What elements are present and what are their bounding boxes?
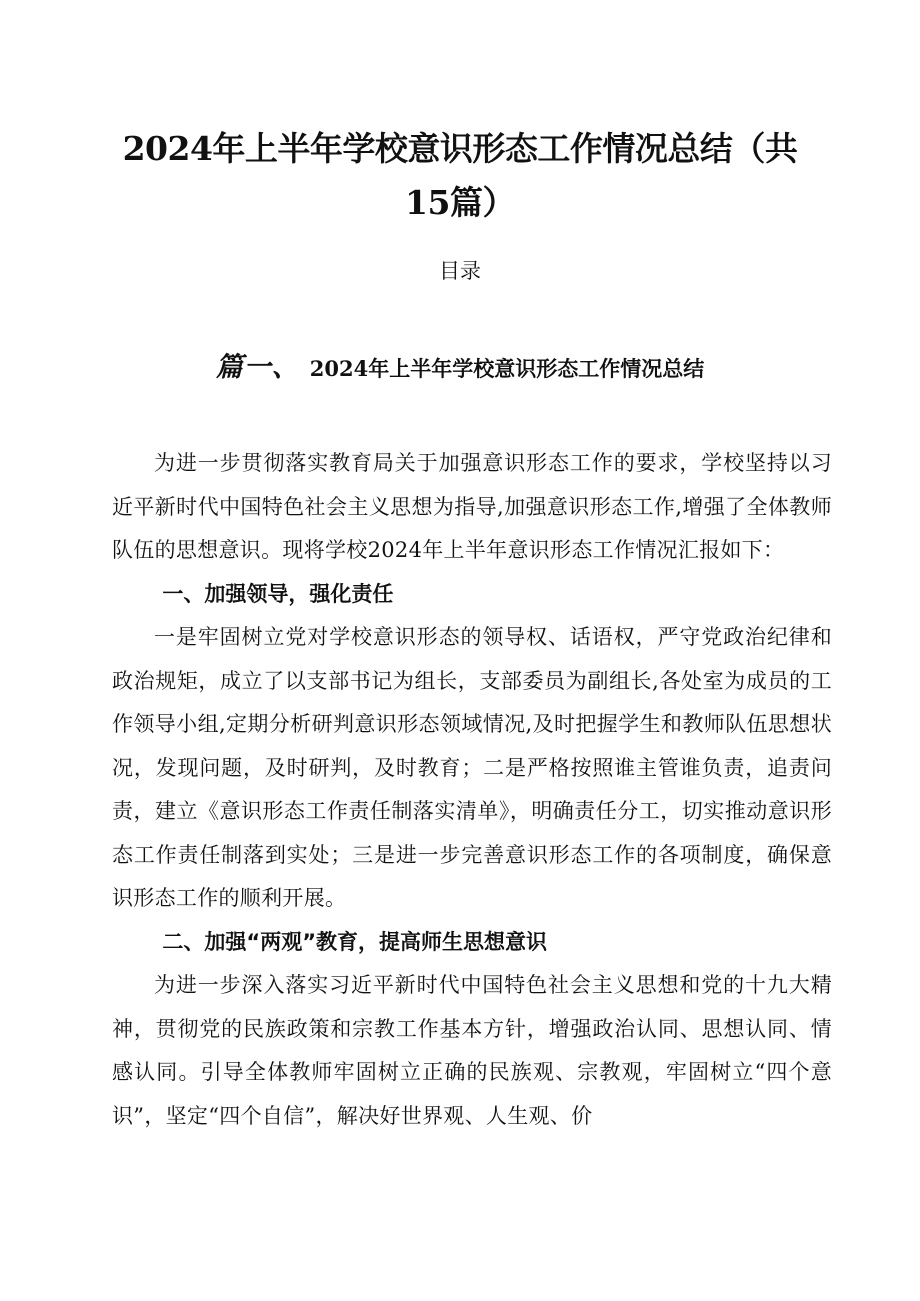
intro-paragraph: 为进一步贯彻落实教育局关于加强意识形态工作的要求，学校坚持以习近平新时代中国特色社会主义思想为指导,加强意识形态工作,增强了全体教师队伍的思想意识。现将学校2024年上半年意识形态工作情况汇报如下： bbox=[112, 451, 832, 562]
section-heading-2: 二、加强“两观”教育，提高师生思想意识 bbox=[162, 929, 547, 954]
section-heading-1: 一、加强领导，强化责任 bbox=[162, 581, 394, 606]
section-paragraph-1: 一是牢固树立党对学校意识形态的领导权、话语权，严守党政治纪律和政治规矩，成立了以支部书记为组长，支部委员为副组长,各处室为成员的工作领导小组,定期分析研判意识形态领域情况,及时把握学生和教师队伍思想状况，发现问题，及时研判，及时教育；二是严格按照谁主管谁负责，追责问责，建立《意识形态工作责任制落实清单》，明确责任分工，切实推动意识形态工作责任制落到实处；三是进一步完善意识形态工作的各项制度，确保意识形态工作的顺利开展。 bbox=[112, 625, 832, 910]
chapter-number: 篇一、 bbox=[215, 352, 300, 383]
chapter-title bbox=[0, 348, 920, 389]
document-body bbox=[112, 442, 832, 1138]
chapter-title-text: 2024年上半年学校意识形态工作情况总结 bbox=[309, 356, 705, 381]
section-paragraph-2: 为进一步深入落实习近平新时代中国特色社会主义思想和党的十九大精神，贯彻党的民族政策和宗教工作基本方针，增强政治认同、思想认同、情感认同。引导全体教师牢固树立正确的民族观、宗教观，牢固树立“四个意识”，坚定“四个自信”，解决好世界观、人生观、价 bbox=[112, 973, 832, 1128]
document-title: 2024年上半年学校意识形态工作情况总结（共15篇） bbox=[122, 129, 798, 222]
toc-heading: 目录 bbox=[439, 259, 481, 283]
